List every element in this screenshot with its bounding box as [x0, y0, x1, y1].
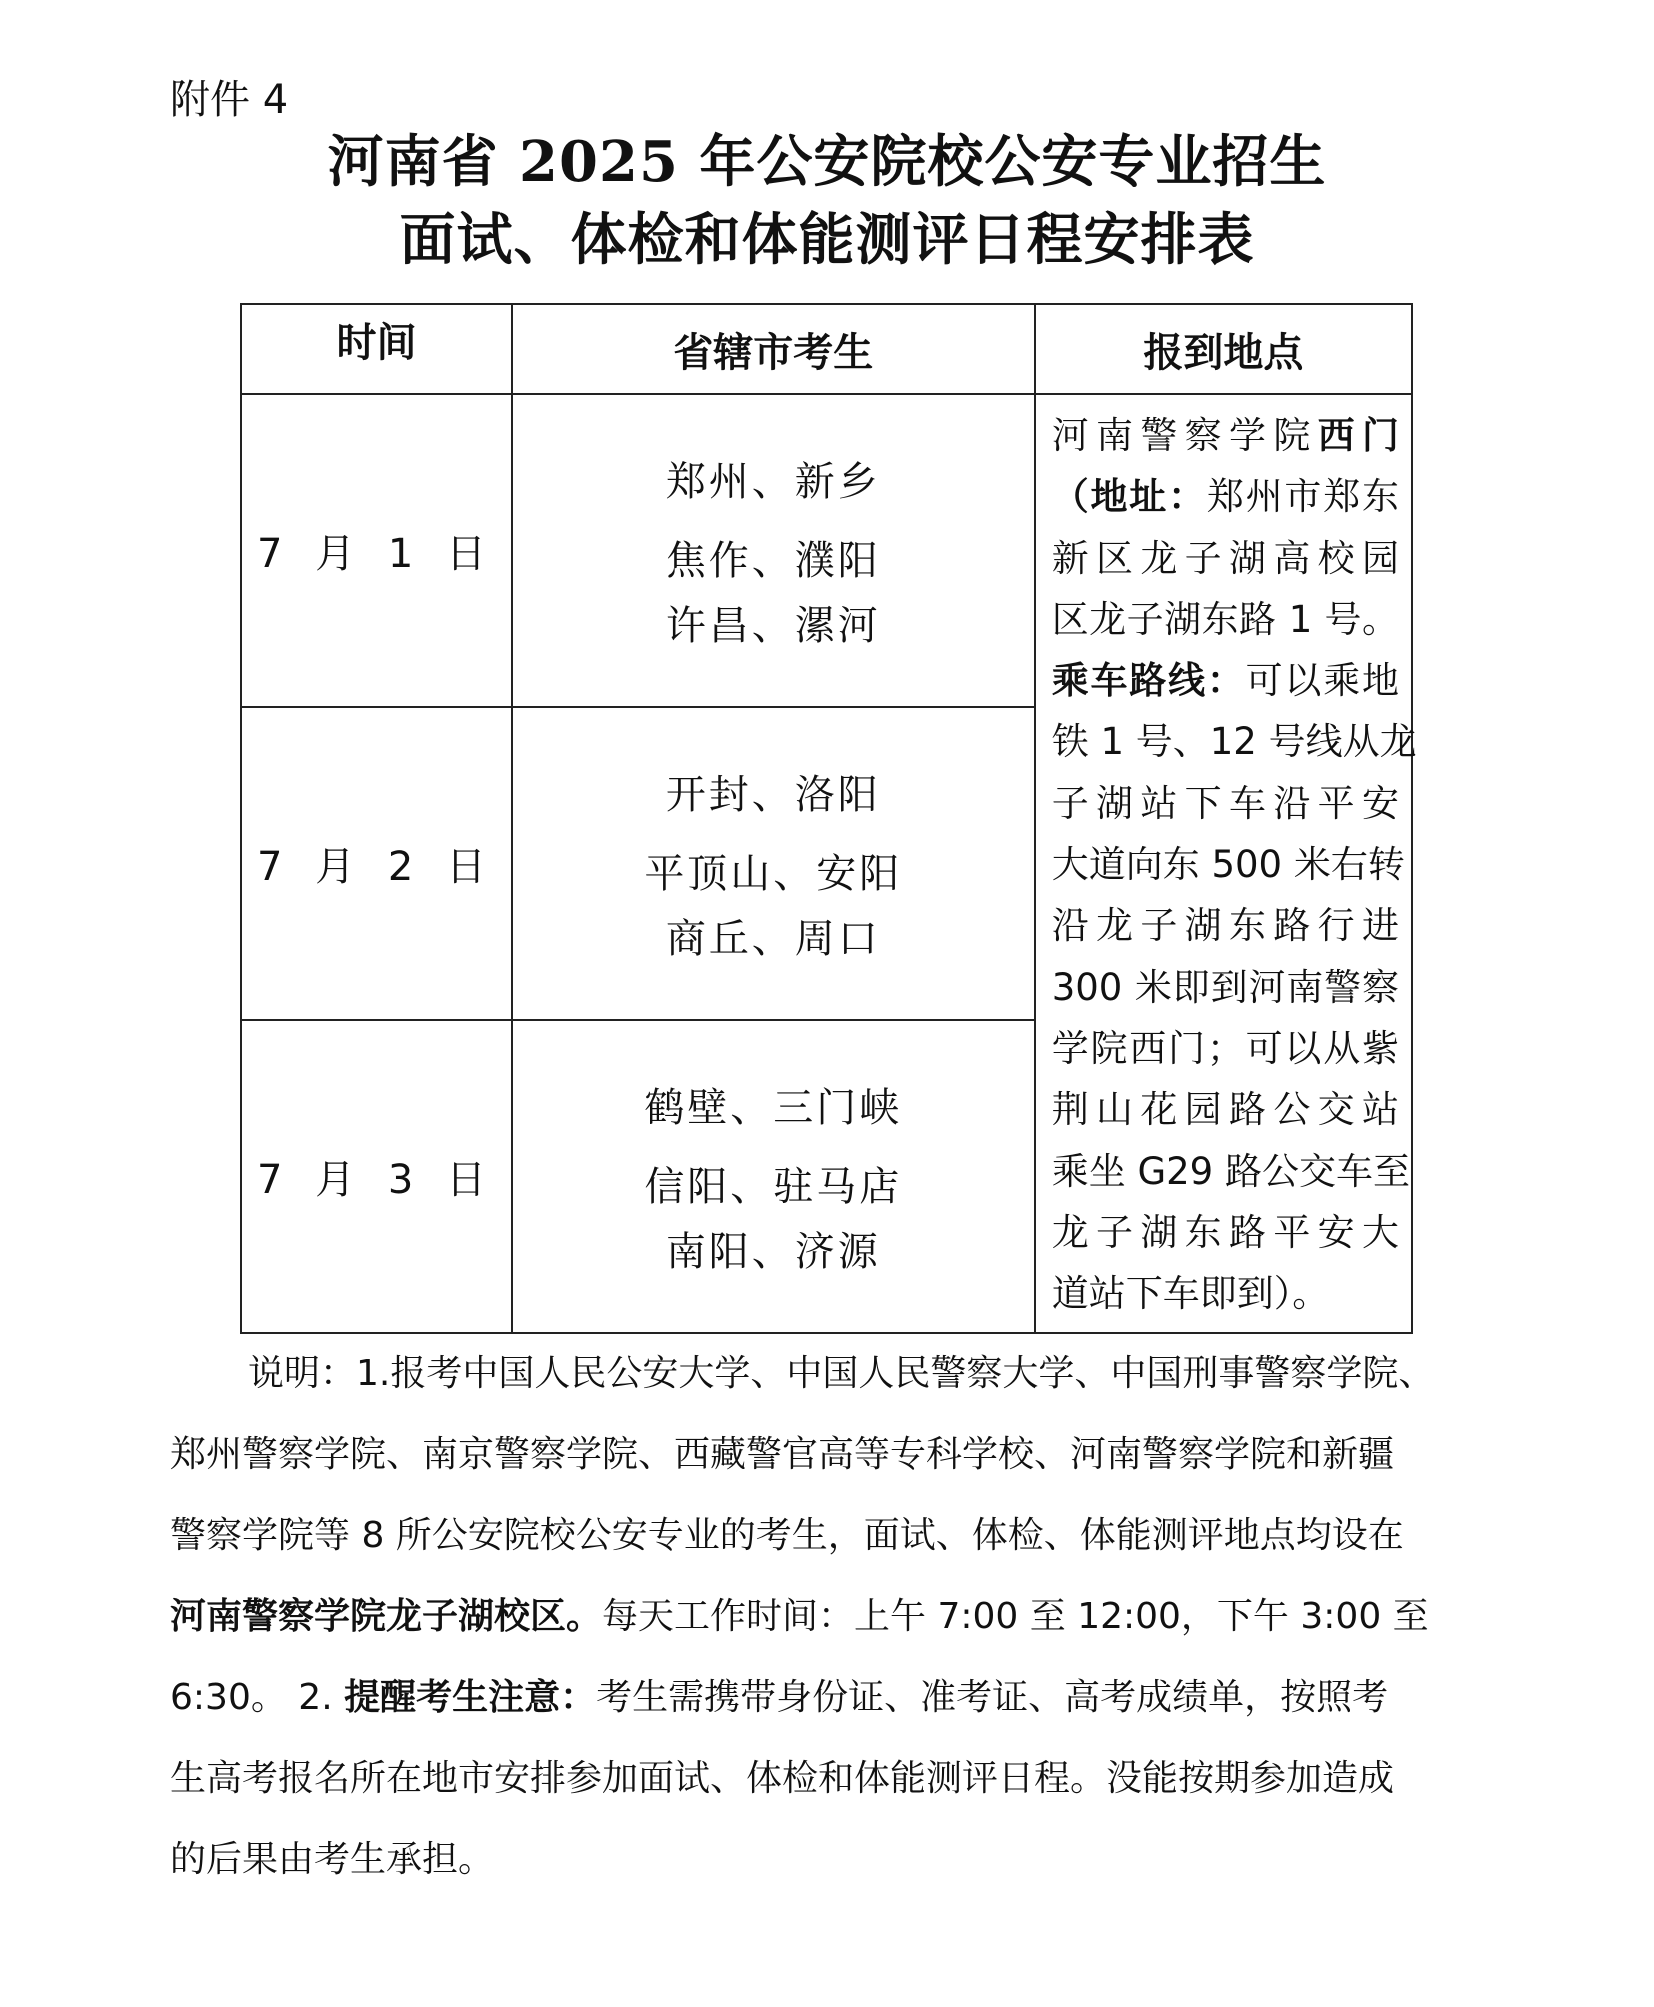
attachment-label: 附件 4	[170, 77, 289, 123]
location-text: 龙子湖东路平安大	[1051, 1210, 1399, 1254]
location-text: 道站下车即到）。	[1051, 1272, 1330, 1316]
location-line	[1052, 466, 1399, 527]
note-text: 警察学院等 8 所公安院校公安专业的考生，面试、体检、体能测评地点均设在	[170, 1515, 1404, 1556]
location-text: 可以乘地	[1245, 659, 1400, 703]
location-bold-text: 乘车路线：	[1051, 659, 1246, 703]
note-text: 6:30。 2.	[170, 1677, 345, 1718]
city-line: 南阳、济源	[665, 1229, 881, 1275]
location-text: 荆山花园路公交站	[1051, 1088, 1399, 1132]
location-line	[1052, 773, 1399, 834]
location-line	[1051, 711, 1417, 772]
note-line	[170, 1750, 1470, 1801]
row-date: 7 月 3 日	[241, 1020, 512, 1333]
location-line	[1052, 1018, 1399, 1079]
note-text: 说明：1.报考中国人民公安大学、中国人民警察大学、中国刑事警察学院、	[248, 1353, 1435, 1394]
table-header-row	[241, 304, 1412, 394]
location-line	[1051, 834, 1405, 895]
city-line: 郑州、新乡	[665, 459, 881, 505]
note-line	[170, 1669, 1470, 1720]
location-text: 子湖站下车沿平安	[1051, 781, 1399, 825]
note-bold-text: 提醒考生注意：	[344, 1677, 597, 1718]
city-line: 平顶山、安阳	[644, 851, 903, 897]
note-text: 考生需携带身份证、准考证、高考成绩单，按照考	[596, 1677, 1389, 1718]
header-location: 报到地点	[1035, 304, 1412, 394]
location-line	[1052, 1202, 1399, 1263]
table-row	[241, 394, 1412, 707]
note-bold-text: 河南警察学院龙子湖校区。	[170, 1596, 603, 1637]
row-cities	[512, 707, 1035, 1020]
location-cell	[1035, 394, 1417, 1333]
header-cities: 省辖市考生	[512, 304, 1035, 394]
location-text: 乘坐 G29 路公交车至	[1051, 1149, 1410, 1193]
city-line: 商丘、周口	[665, 916, 881, 962]
location-text: 新区龙子湖高校园	[1051, 536, 1399, 580]
location-line	[1052, 528, 1399, 589]
city-line: 信阳、驻马店	[644, 1164, 903, 1210]
location-bold-text: 西门	[1317, 414, 1399, 457]
location-text: 铁 1 号、12 号线从龙	[1051, 720, 1417, 764]
location-text: 沿龙子湖东路行进	[1051, 904, 1399, 948]
city-line: 许昌、漯河	[665, 603, 881, 649]
city-line: 鹤壁、三门峡	[644, 1085, 903, 1131]
location-text: 大道向东 500 米右转	[1051, 843, 1405, 887]
location-line	[1052, 650, 1399, 711]
location-line	[1052, 589, 1399, 650]
city-line: 焦作、濮阳	[665, 538, 881, 584]
location-text: 郑州市郑东	[1206, 475, 1400, 519]
note-text: 郑州警察学院、南京警察学院、西藏警官高等专科学校、河南警察学院和新疆	[170, 1434, 1395, 1475]
city-line: 开封、洛阳	[665, 772, 881, 818]
row-date: 7 月 1 日	[241, 394, 512, 707]
row-cities	[512, 1020, 1035, 1333]
location-text: 河南警察学院	[1051, 414, 1318, 457]
row-date: 7 月 2 日	[241, 707, 512, 1020]
row-cities	[512, 394, 1035, 707]
location-line	[1052, 957, 1399, 1018]
note-text: 每天工作时间：上午 7:00 至 12:00，下午 3:00 至	[602, 1596, 1429, 1637]
location-line	[1052, 1079, 1399, 1140]
note-line	[170, 1588, 1470, 1639]
location-bold-text: （地址：	[1051, 475, 1207, 519]
header-time: 时间	[241, 304, 512, 394]
note-text: 的后果由考生承担。	[170, 1839, 495, 1880]
note-line	[170, 1831, 1470, 1882]
note-text: 生高考报名所在地市安排参加面试、体检和体能测评日程。没能按期参加造成	[170, 1758, 1395, 1799]
location-line	[1052, 895, 1399, 956]
document-title-line-2: 面试、体检和体能测评日程安排表	[399, 207, 1255, 273]
note-line	[170, 1507, 1470, 1558]
location-line	[1052, 405, 1399, 466]
location-line	[1051, 1141, 1410, 1202]
location-text: 学院西门；可以从紫	[1051, 1026, 1399, 1070]
note-line	[248, 1345, 1470, 1396]
location-line	[1052, 1263, 1399, 1324]
document-title-line-1: 河南省 2025 年公安院校公安专业招生	[327, 129, 1327, 195]
location-text: 区龙子湖东路 1 号。	[1051, 597, 1399, 641]
note-line	[170, 1426, 1470, 1477]
schedule-table	[240, 303, 1417, 1334]
location-text: 300 米即到河南警察	[1051, 965, 1399, 1009]
